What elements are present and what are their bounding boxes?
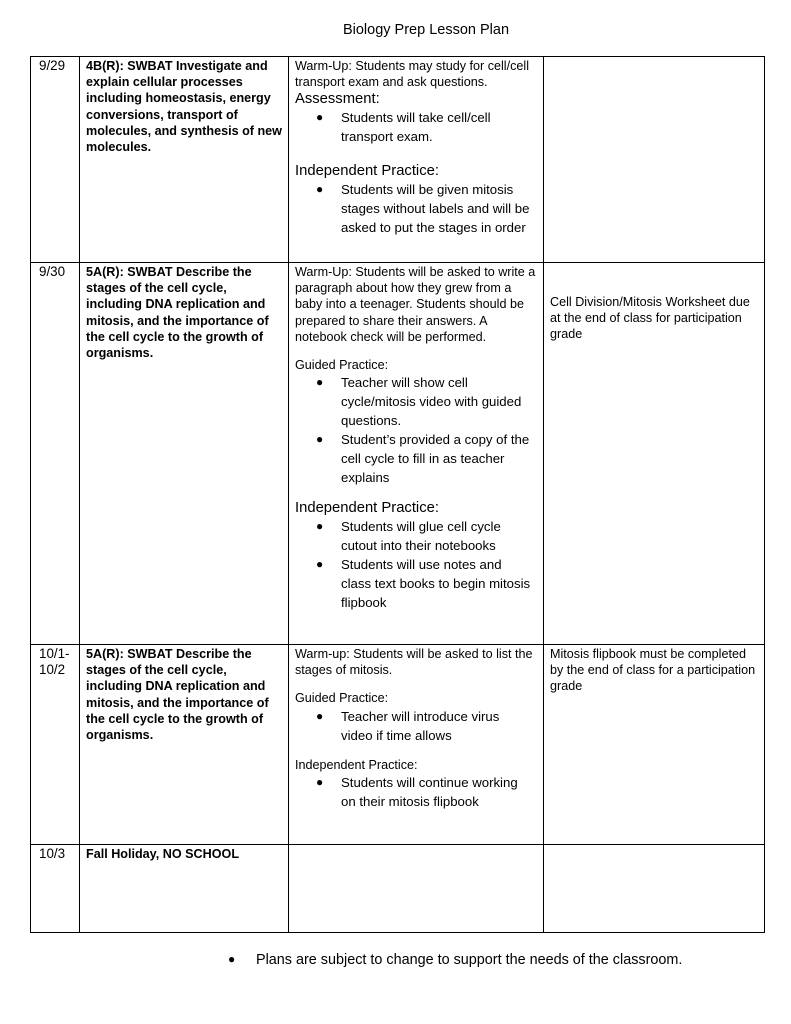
independent-practice-list xyxy=(295,773,537,811)
warmup-label: Warm-Up: xyxy=(295,265,352,279)
table-row xyxy=(31,645,765,845)
warmup-text: Students will be asked to write a paragraph about how they grew from a baby into a teenager. Students should be prepared to share their answers. A notebook check will be performed. xyxy=(295,265,536,344)
list-item xyxy=(316,108,537,146)
list-item xyxy=(316,180,537,237)
objective-cell: 4B(R): SWBAT Investigate and explain cellular processes including homeostasis, energy conversions, transport of molecules, and synthesis of new molecules. xyxy=(80,57,289,263)
objective-cell: Fall Holiday, NO SCHOOL xyxy=(80,845,289,933)
assessment-label: Assessment: xyxy=(295,91,380,108)
notes-cell xyxy=(544,263,765,645)
date-cell: 9/30 xyxy=(31,263,80,645)
independent-practice-label: Independent Practice: xyxy=(295,500,439,517)
bullet-icon: ● xyxy=(316,557,324,572)
list-item-text: Students will take cell/cell transport exam. xyxy=(341,110,491,145)
list-item-text: Students will be given mitosis stages without labels and will be asked to put the stages in order xyxy=(341,182,530,236)
bullet-icon: ● xyxy=(316,519,324,534)
list-item-text: Teacher will show cell cycle/mitosis video with guided questions. xyxy=(341,375,522,429)
footer-note xyxy=(228,952,683,968)
bullet-icon: ● xyxy=(228,952,236,966)
list-item-text: Students will use notes and class text books to begin mitosis flipbook xyxy=(341,557,531,611)
list-item xyxy=(316,517,537,555)
list-item-text: Teacher will introduce virus video if time allows xyxy=(341,708,500,743)
list-item xyxy=(316,430,537,487)
notes-cell xyxy=(544,57,765,263)
list-item-text: Student’s provided a copy of the cell cycle to fill in as teacher explains xyxy=(341,432,530,486)
notes-cell: Mitosis flipbook must be completed by the end of class for a participation grade xyxy=(544,645,765,845)
warmup-text: Students will be asked to list the stages of mitosis. xyxy=(295,647,533,678)
guided-practice-label: Guided Practice: xyxy=(295,358,389,373)
list-item xyxy=(316,555,537,612)
warmup-label: Warm-up: xyxy=(295,647,350,661)
list-item-text: Students will continue working on their mitosis flipbook xyxy=(341,774,518,809)
activities-cell xyxy=(289,263,544,645)
bullet-icon: ● xyxy=(316,110,324,125)
bullet-icon: ● xyxy=(316,432,324,447)
warmup-text: Students may study for cell/cell transport exam and ask questions. xyxy=(295,59,529,90)
assessment-list xyxy=(295,108,537,146)
date-cell: 9/29 xyxy=(31,57,80,263)
warmup-label: Warm-Up: xyxy=(295,59,352,73)
guided-practice-list xyxy=(295,707,537,745)
activities-cell: Warm-up: Students will be asked to list the stages of mitosis. Guided Practice: ● Teacher will introduce virus video if time allows Independent Practice: ● Students will continue working on their mitosis flipbook xyxy=(289,645,544,845)
footer-note-text: Plans are subject to change to support the needs of the classroom. xyxy=(256,952,683,968)
objective-cell: 5A(R): SWBAT Describe the stages of the cell cycle, including DNA replication and mitosis, and the importance of the cell cycle to the growth of organisms. xyxy=(80,263,289,645)
notes-text: Cell Division/Mitosis Worksheet due at the end of class for participation grade xyxy=(550,295,750,342)
notes-cell xyxy=(544,845,765,933)
date-cell: 10/1-10/2 xyxy=(31,645,80,845)
independent-practice-list xyxy=(295,180,537,237)
guided-practice-label: Guided Practice xyxy=(295,691,385,706)
page-title: Biology Prep Lesson Plan xyxy=(342,22,510,38)
activities-cell xyxy=(289,845,544,933)
table-row xyxy=(31,845,765,933)
list-item xyxy=(316,373,537,430)
lesson-plan-table xyxy=(30,56,765,933)
guided-practice-list xyxy=(295,373,537,487)
independent-practice-label: Independent Practice: xyxy=(295,757,418,772)
list-item-text: Students will glue cell cycle cutout into their notebooks xyxy=(341,519,501,554)
list-item xyxy=(316,707,537,745)
independent-practice-label: Independent Practice: xyxy=(295,163,439,180)
bullet-icon: ● xyxy=(316,375,324,390)
bullet-icon: ● xyxy=(316,182,324,197)
bullet-icon: ● xyxy=(316,774,324,789)
list-item xyxy=(316,773,537,811)
date-cell: 10/3 xyxy=(31,845,80,933)
activities-cell xyxy=(289,57,544,263)
table-row xyxy=(31,57,765,263)
bullet-icon: ● xyxy=(316,708,324,723)
table-row xyxy=(31,263,765,645)
independent-practice-list xyxy=(295,517,537,612)
objective-cell: 5A(R): SWBAT Describe the stages of the cell cycle, including DNA replication and mitosis, and the importance of the cell cycle to the growth of organisms. xyxy=(80,645,289,845)
